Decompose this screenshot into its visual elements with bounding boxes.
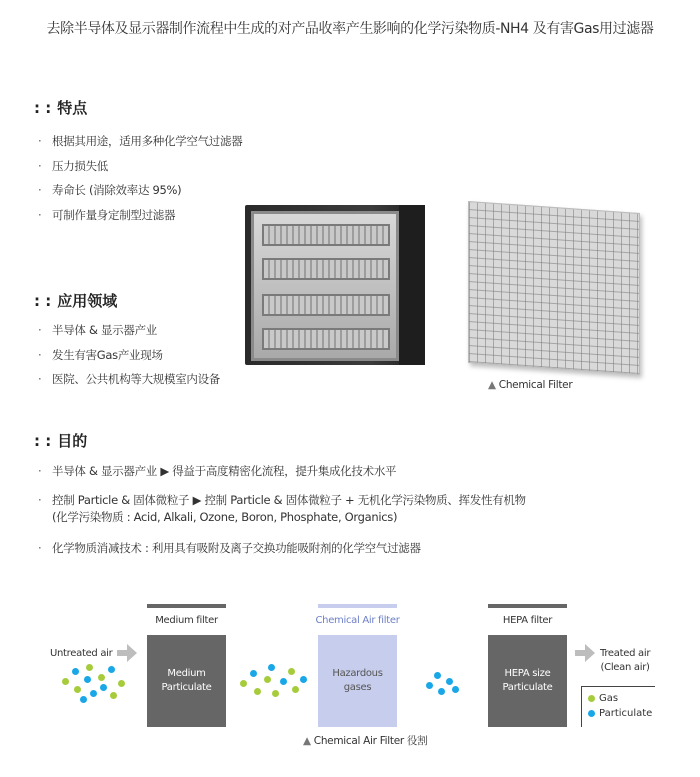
flow-arrow-icon: [575, 644, 595, 662]
hepa-filter-bar: [488, 604, 567, 608]
applications-heading-text: 应用领域: [57, 292, 118, 310]
legend-item-gas: Gas: [588, 693, 618, 704]
section-marker: : :: [34, 99, 52, 117]
purpose-item: · 控制 Particle & 固体微粒子 ▶ 控制 Particle & 固体微粒子 + 无机化学污染物质、挥发性有机物: [38, 493, 526, 507]
chemical-filter-box: Hazardous gases: [318, 635, 397, 727]
flow-arrow-icon: [117, 644, 137, 662]
treated-air-label: Treated air (Clean air): [600, 648, 651, 673]
section-marker: : :: [34, 432, 52, 450]
hepa-filter-box: HEPA size Particulate: [488, 635, 567, 727]
chemical-filter-panel-photo: [468, 201, 640, 375]
application-item: · 半导体 & 显示器产业: [38, 323, 157, 337]
applications-heading: [34, 290, 117, 311]
feature-item: · 可制作量身定制型过滤器: [38, 208, 176, 222]
application-item: · 发生有害Gas产业现场: [38, 348, 163, 362]
feature-item: · 根据其用途，适用多种化学空气过滤器: [38, 134, 243, 148]
purpose-heading: [34, 430, 87, 451]
medium-filter-box: Medium Particulate: [147, 635, 226, 727]
particulate-cluster: [424, 672, 460, 698]
purpose-item: · 化学物质消减技术 : 利用具有吸附及离子交换功能吸附剂的化学空气过滤器: [38, 541, 421, 555]
particulate-dot-icon: [588, 710, 595, 717]
purpose-heading-text: 目的: [57, 432, 88, 450]
purpose-item: · 半导体 & 显示器产业 ▶ 得益于高度精密化流程，提升集成化技术水平: [38, 464, 397, 478]
diagram-caption: ▲ Chemical Air Filter 役割: [303, 735, 428, 747]
mixed-particles-cluster: [60, 664, 130, 704]
triangle-icon: ▲: [488, 379, 496, 391]
features-heading: [34, 97, 87, 118]
section-marker: : :: [34, 292, 52, 310]
chemical-filter-bar: [318, 604, 397, 608]
gas-dot-icon: [588, 695, 595, 702]
hepa-filter-header: HEPA filter: [502, 615, 553, 626]
medium-filter-header: Medium filter: [155, 615, 218, 626]
medium-filter-bar: [147, 604, 226, 608]
diagram-legend: [581, 686, 655, 727]
page-title: 去除半导体及显示器制作流程中生成的对产品收率产生影响的化学污染物质-NH4 及有害Gas用过滤器: [46, 21, 654, 37]
untreated-air-label: Untreated air: [50, 648, 113, 659]
purpose-item-note: (化学污染物质 : Acid, Alkali, Ozone, Boron, Phosphate, Organics): [52, 510, 398, 524]
mixed-particles-cluster: [238, 664, 308, 704]
chemical-filter-housing-photo: [245, 205, 425, 365]
photo-caption: ▲ Chemical Filter: [488, 379, 573, 391]
feature-item: · 压力损失低: [38, 159, 108, 173]
legend-item-particulate: Particulate: [588, 708, 652, 719]
features-heading-text: 特点: [57, 99, 88, 117]
triangle-icon: ▲: [303, 735, 311, 747]
chemical-filter-header: Chemical Air filter: [315, 615, 400, 626]
feature-item: · 寿命长 (消除效率达 95%): [38, 183, 182, 197]
application-item: · 医院、公共机构等大规模室内设备: [38, 372, 220, 386]
